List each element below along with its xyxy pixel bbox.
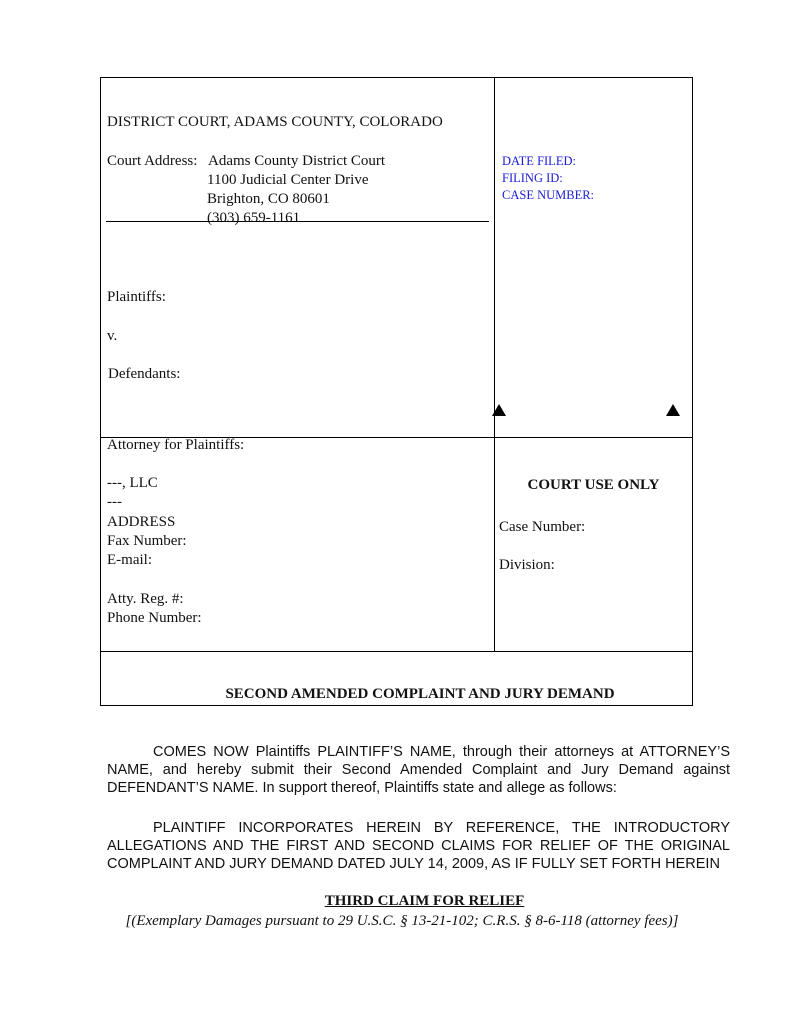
attorney-email: E-mail: [107, 552, 152, 568]
attorney-heading: Attorney for Plaintiffs: [107, 437, 245, 453]
date-filed-label: DATE FILED: [502, 154, 576, 168]
attorney-phone: Phone Number: [107, 610, 202, 626]
attorney-firm: ---, LLC [107, 475, 158, 491]
court-street: 1100 Judicial Center Drive [207, 172, 369, 188]
document-title: SECOND AMENDED COMPLAINT AND JURY DEMAND [225, 686, 615, 702]
body-paragraph-1: COMES NOW Plaintiffs PLAINTIFF’S NAME, through their attorneys at ATTORNEY’S NAME, and hereby submit their Second Amended Complaint and Jury Demand against DEFENDANT’S NAME. In support thereof, Plaintiffs state and allege as follows: [107, 744, 730, 796]
defendants-label: Defendants: [108, 366, 181, 382]
court-use-division: Division: [499, 557, 555, 573]
case-number-stamp-label: CASE NUMBER: [502, 188, 595, 202]
claim-heading: THIRD CLAIM FOR RELIEF [324, 893, 525, 909]
court-phone: (303) 659-1161 [207, 210, 301, 226]
attorney-name: --- [107, 494, 122, 510]
filing-id-label: FILING ID: [502, 171, 563, 185]
attorney-reg: Atty. Reg. #: [107, 591, 184, 607]
claim-subheading: [(Exemplary Damages pursuant to 29 U.S.C. § 13-21-102; C.R.S. § 8-6-118 (attorney fees)] [125, 913, 679, 929]
court-address-label: Court Address: [107, 153, 198, 169]
court-name: Adams County District Court [208, 153, 386, 169]
versus: v. [107, 328, 118, 344]
court-title: DISTRICT COURT, ADAMS COUNTY, COLORADO [107, 114, 443, 130]
attorney-address: ADDRESS [107, 514, 176, 530]
attorney-fax: Fax Number: [107, 533, 187, 549]
triangle-marker-right [666, 404, 680, 416]
court-use-only-title: COURT USE ONLY [527, 477, 660, 493]
court-city: Brighton, CO 80601 [207, 191, 330, 207]
body-paragraph-2: PLAINTIFF INCORPORATES HEREIN BY REFERENCE, THE INTRODUCTORY ALLEGATIONS AND THE FIRST AND SECOND CLAIMS FOR RELIEF OF THE ORIGINAL COMPLAINT AND JURY DEMAND DATED JULY 14, 2009, AS IF FULLY SET FORTH HEREIN [107, 820, 730, 872]
plaintiffs-label: Plaintiffs: [107, 289, 166, 305]
court-use-case-number: Case Number: [499, 519, 586, 535]
triangle-marker-left [492, 404, 506, 416]
